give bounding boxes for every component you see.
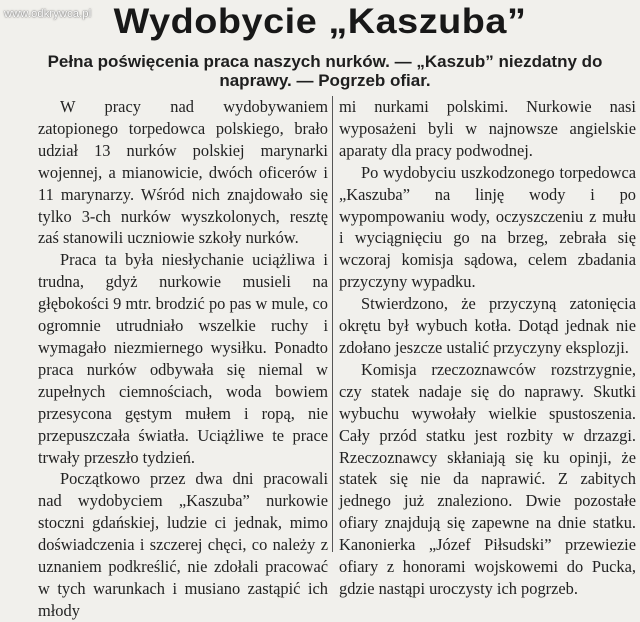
column-divider: [332, 96, 333, 552]
right-paragraph-3: Stwierdzono, że przyczyną zatonięcia okrętu był wybuch kotła. Dotąd jednak nie zdołano jeszcze ustalić przyczyny eksplozji.: [339, 294, 636, 357]
left-paragraph-2: Praca ta była niesłychanie uciążliwa i trudna, gdyż nurkowie musieli na głębokości 9 mtr. brodzić po pas w mule, co ogromnie utrudniało wszelkie ruchy i wymagało niezmiernego wysiłku. Ponadto praca nurków odbywała się niemal w zupełnych ciemnościach, woda bowiem przesycona gęstym mułem i ropą, nie przepuszczała światła. Uciążliwe te prace trwały przeszło tydzień.: [38, 250, 328, 467]
article-subtitle: Pełna poświęcenia praca naszych nurków. — „Kaszub” niezdatny do naprawy. — Pogrzeb ofiar.: [47, 52, 603, 90]
right-column: [339, 96, 636, 600]
right-paragraph-1: mi nurkami polskimi. Nurkowie nasi wyposażeni byli w najnowsze angielskie aparaty dla pracy podwodnej.: [339, 97, 636, 160]
right-paragraph-4: Komisja rzeczoznawców rozstrzygnie, czy statek nadaje się do naprawy. Skutki wybuchu wywołały wielkie spustoszenia. Cały przód statku jest rozbity w drzazgi. Rzeczoznawcy skłaniają się ku opinji, że statek się nie da naprawić. Z zabitych jednego już znaleziono. Dwie pozostałe ofiary znajdują się zapewne na dnie statku. Kanonierka „Józef Piłsudski” przewiezie ofiary z honorami wojskowemi do Pucka, gdzie nastąpi uroczysty ich pogrzeb.: [339, 359, 636, 598]
watermark: www.odkrywca.pl: [4, 8, 92, 20]
right-paragraph-2: Po wydobyciu uszkodzonego torpedowca „Kaszuba” na linję wody i po wypompowaniu wody, oczyszczeniu z mułu i wyciągnięciu go na brzeg, zebrała się wczoraj komisja sądowa, celem zbadania przyczyny wypadku.: [339, 162, 636, 292]
left-paragraph-3: Początkowo przez dwa dni pracowali nad wydobyciem „Kaszuba” nurkowie stoczni gdańskiej, ludzie ci jednak, mimo doświadczenia i szczerej chęci, co należy z uznaniem podkreślić, nie zdołali pracować w tych warunkach i musiano zastąpić ich młody: [38, 469, 328, 620]
left-paragraph-1: W pracy nad wydobywaniem zatopionego torpedowca polskiego, brało udział 13 nurków polskiej marynarki wojennej, a mianowicie, dwóch oficerów i 11 marynarzy. Wśród nich znajdowało się tylko 3-ch nurków wyszkolonych, resztę zaś stanowili uczniowie szkoły nurków.: [38, 97, 328, 248]
article-title: Wydobycie „Kaszuba”: [113, 2, 527, 41]
left-column: [38, 96, 328, 622]
